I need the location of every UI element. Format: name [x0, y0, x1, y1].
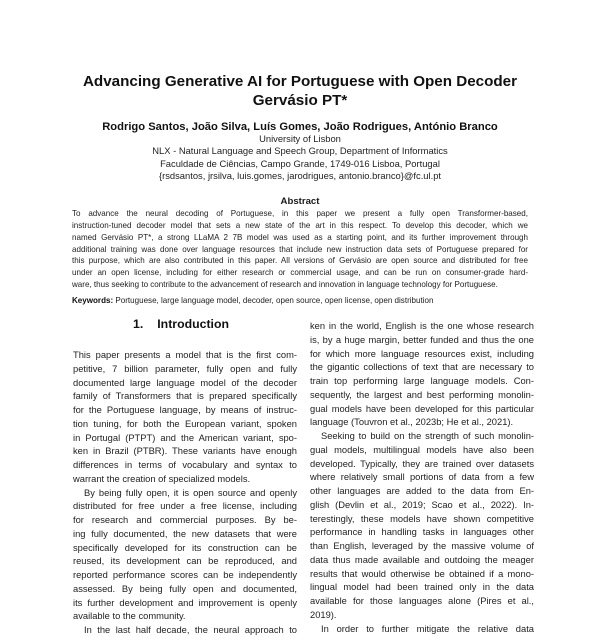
- affiliation-emails: {rsdsantos, jrsilva, luis.gomes, jarodrigues, antonio.branco}@fc.ul.pt: [158, 169, 442, 181]
- body-line: performance in handling tasks in languages other: [310, 527, 534, 538]
- abstract-line: this purpose, which are also contributed in this paper. All versions of Gervásio are open source and distributed for free: [72, 256, 528, 266]
- right-column: [310, 320, 534, 636]
- body-line: terestingly, these models have shown competitive: [310, 513, 534, 524]
- body-line: ing fully documented, the new datasets that were: [73, 528, 297, 539]
- abstract-line: ware, thus seeking to contribute to the advancement of research and innovation in language technology for Portuguese.: [72, 280, 498, 290]
- body-line: documented large language model of the decoder: [73, 377, 297, 388]
- body-line: for research and commercial purposes. By be-: [73, 515, 297, 525]
- body-line: results that would otherwise be obtained if a mono-: [310, 568, 534, 579]
- body-line: gual models have been developed for this particular: [310, 403, 534, 414]
- affiliation-address: Faculdade de Ciências, Campo Grande, 1749-016 Lisboa, Portugal: [160, 157, 440, 169]
- body-line: reused, its development can be reproduced, and: [73, 556, 297, 567]
- body-line: other languages are added to the data from En-: [310, 486, 534, 496]
- abstract-line: under an open license, including for either research or commercial usage, and can be run on consumer-grade hard-: [72, 268, 528, 278]
- body-line: where relatively small portions of data from a few: [310, 472, 534, 483]
- body-line: language (Touvron et al., 2023b; He et al., 2021).: [310, 417, 514, 428]
- body-line: reported performance scores can be independently: [73, 570, 297, 580]
- body-line: available to the community.: [73, 611, 186, 622]
- body-line: lingual model had been trained only in the data: [310, 582, 534, 593]
- paper-title: [60, 72, 540, 110]
- body-line: family of Transformers that is prepared specifically: [73, 391, 297, 402]
- left-column: [73, 349, 297, 638]
- abstract-line: named Gervásio PT*, a strong LLaMA 2 7B model was used as a starting point, and its further improvement through: [72, 232, 528, 242]
- abstract-heading: Abstract: [280, 196, 320, 207]
- body-line: specifically developed for its construction can be: [73, 542, 297, 553]
- body-line: available for those languages alone (Pires et al.,: [310, 596, 534, 606]
- body-line: distributed for free under a free license, including: [73, 501, 297, 512]
- body-line: gual models, multilingual models have also been: [310, 444, 534, 455]
- body-line: This paper presents a model that is the first com-: [73, 350, 297, 360]
- body-line: assessed. By being fully open and documented,: [73, 583, 297, 594]
- body-line: for which more language resources exist, including: [310, 348, 534, 359]
- body-line: data thus made available and outdoing the meager: [310, 554, 534, 565]
- body-line: differences in terms of vocabulary and syntax to: [73, 460, 297, 470]
- body-line: ken in the world, English is the one whose research: [310, 321, 534, 331]
- abstract-line: instruction-tuned decoder model that sets a new state of the art in this respect. To develop this decoder, which we: [72, 220, 528, 230]
- keywords-label: Keywords:: [72, 296, 114, 305]
- body-line: train top performing large language models. Con-: [310, 376, 534, 386]
- body-line: ken in Brazil (PTBR). These variants have enough: [73, 446, 297, 457]
- affiliations: [60, 133, 540, 182]
- body-line: is, by a huge margin, better funded and thus the one: [310, 334, 534, 345]
- body-line: petitive, 7 billion parameter, fully open and fully: [73, 363, 297, 374]
- keywords-list: Portuguese, large language model, decoder, open source, open license, open distribution: [115, 296, 434, 305]
- body-line: tion tuning, for both the European variant, spoken: [73, 418, 297, 429]
- title-line-1: Advancing Generative AI for Portuguese with Open Decoder: [82, 73, 518, 90]
- body-line: In order to further mitigate the relative data: [321, 623, 534, 634]
- body-line: its further development and improvement is openly: [73, 597, 297, 608]
- body-line: developed. Typically, they are trained over datasets: [310, 458, 534, 469]
- affiliation-group: NLX - Natural Language and Speech Group, Department of Informatics: [152, 145, 448, 157]
- body-line: warrant the creation of specialized models.: [73, 473, 251, 484]
- author-list: Rodrigo Santos, João Silva, Luís Gomes, João Rodrigues, António Branco: [102, 121, 498, 133]
- section-heading-introduction: [133, 317, 229, 332]
- body-line: for the Portuguese language, by means of instruc-: [73, 405, 297, 415]
- section-number: 1.: [133, 317, 144, 331]
- abstract-line: additional training was done over language resources that include new instruction data sets of Portuguese prepared for: [72, 244, 528, 254]
- body-line: 2019).: [310, 609, 337, 620]
- body-line: the gigantic collections of text that are necessary to: [310, 362, 534, 373]
- section-title: Introduction: [157, 317, 229, 331]
- keywords: [72, 295, 542, 307]
- affiliation-university: University of Lisbon: [259, 133, 341, 144]
- body-line: In the last half decade, the neural approach to: [84, 625, 297, 635]
- body-line: glish (Devlin et al., 2019; Scao et al., 2022). In-: [310, 499, 534, 510]
- body-line: By being fully open, it is open source and openly: [84, 487, 297, 498]
- abstract-line: To advance the neural decoding of Portuguese, in this paper we present a fully open Transformer-based,: [72, 209, 528, 218]
- body-line: in Portugal (PTPT) and the American variant, spo-: [73, 432, 297, 443]
- body-line: Seeking to build on the strength of such monolin-: [321, 431, 534, 441]
- body-line: than English, leveraged by the massive volume of: [310, 541, 534, 551]
- body-line: sequently, the largest and best performing monolin-: [310, 389, 534, 400]
- abstract-body: [72, 208, 528, 291]
- title-line-2: Gervásio PT*: [252, 92, 348, 109]
